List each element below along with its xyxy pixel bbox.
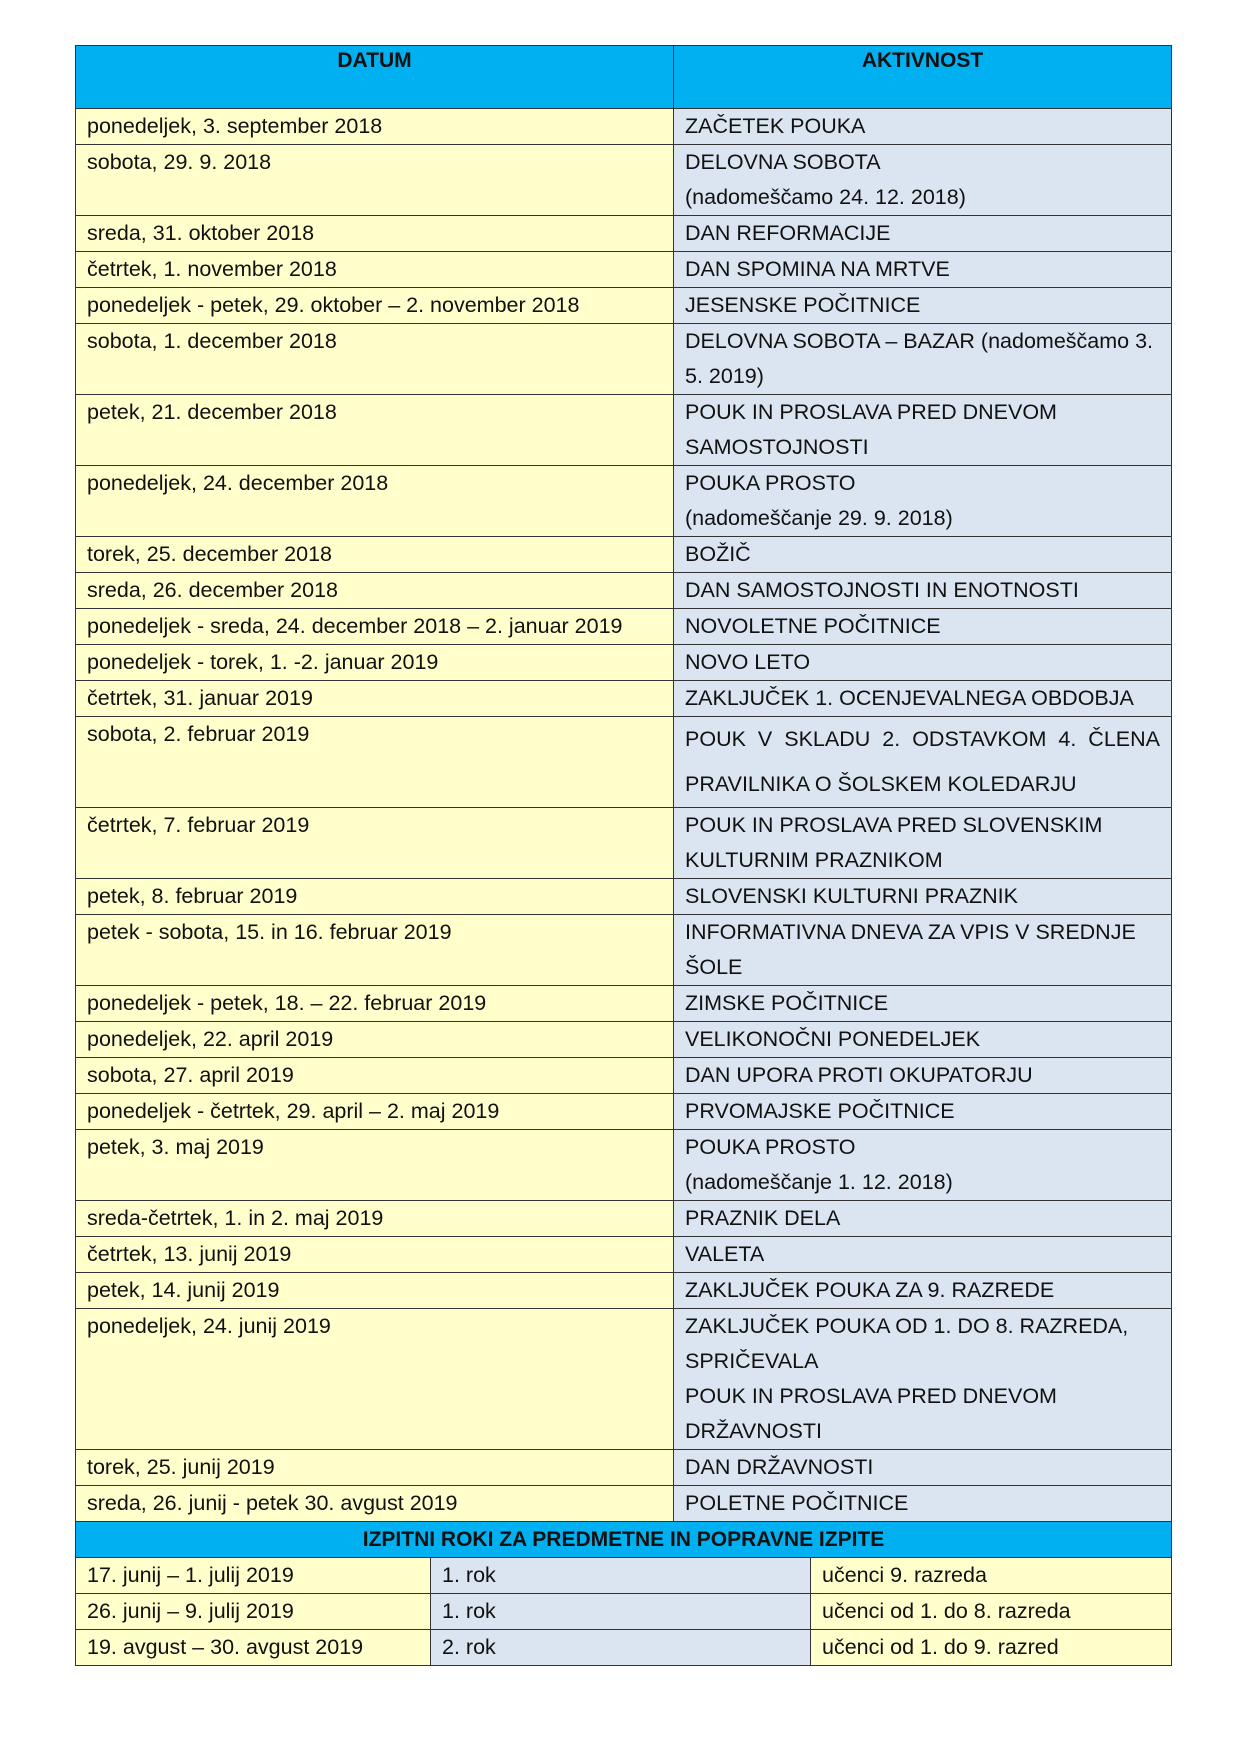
table-row: [76, 288, 1172, 324]
table-row: [76, 717, 1172, 808]
exam-term-cell: 1. rok: [431, 1557, 811, 1593]
activity-line: ZAKLJUČEK POUKA ZA 9. RAZREDE: [685, 1278, 1055, 1302]
exam-term-cell: 2. rok: [431, 1629, 811, 1665]
activity-cell: [674, 1130, 1172, 1201]
date-cell: petek - sobota, 15. in 16. februar 2019: [76, 915, 674, 986]
table-row: [76, 1201, 1172, 1237]
exam-row: [76, 1557, 1172, 1593]
activity-cell: [674, 216, 1172, 252]
activity-line: JESENSKE POČITNICE: [685, 293, 921, 317]
activity-line: POUK V SKLADU 2. ODSTAVKOM 4. ČLENA: [685, 727, 1160, 751]
activity-line: ZAKLJUČEK 1. OCENJEVALNEGA OBDOBJA: [685, 686, 1134, 710]
table-row: [76, 1094, 1172, 1130]
activity-line: DAN REFORMACIJE: [685, 221, 891, 245]
table-row: [76, 1450, 1172, 1486]
activity-line: POUK IN PROSLAVA PRED DNEVOM SAMOSTOJNOSTI: [685, 400, 1057, 459]
activity-cell: [674, 466, 1172, 537]
table-row: [76, 109, 1172, 145]
exam-body: [76, 1557, 1172, 1665]
activity-line: DAN SPOMINA NA MRTVE: [685, 257, 950, 281]
date-cell: petek, 3. maj 2019: [76, 1130, 674, 1201]
exam-students-cell: učenci 9. razreda: [811, 1557, 1172, 1593]
calendar-table: [75, 45, 1172, 1522]
activity-cell: [674, 1237, 1172, 1273]
activity-cell: [674, 1094, 1172, 1130]
activity-cell: [674, 1273, 1172, 1309]
exam-students-cell: učenci od 1. do 9. razred: [811, 1629, 1172, 1665]
activity-cell: [674, 986, 1172, 1022]
activity-cell: [674, 681, 1172, 717]
date-cell: petek, 8. februar 2019: [76, 879, 674, 915]
activity-cell: [674, 1486, 1172, 1522]
activity-cell: [674, 109, 1172, 145]
activity-line: (nadomeščanje 1. 12. 2018): [685, 1170, 953, 1194]
activity-cell: [674, 288, 1172, 324]
activity-line: PRVOMAJSKE POČITNICE: [685, 1099, 955, 1123]
activity-line: PRAZNIK DELA: [685, 1206, 841, 1230]
table-row: [76, 879, 1172, 915]
table-row: [76, 466, 1172, 537]
activity-line: VALETA: [685, 1242, 765, 1266]
activity-cell: [674, 324, 1172, 395]
exam-term-cell: 1. rok: [431, 1593, 811, 1629]
table-row: [76, 1309, 1172, 1450]
activity-line: (nadomeščanje 29. 9. 2018): [685, 506, 953, 530]
table-row: [76, 1486, 1172, 1522]
exam-section-title: IZPITNI ROKI ZA PREDMETNE IN POPRAVNE IZPITE: [76, 1521, 1172, 1557]
activity-line: NOVOLETNE POČITNICE: [685, 614, 941, 638]
activity-cell: [674, 1309, 1172, 1450]
date-cell: četrtek, 13. junij 2019: [76, 1237, 674, 1273]
date-cell: sobota, 2. februar 2019: [76, 717, 674, 808]
activity-cell: [674, 808, 1172, 879]
exam-date-cell: 17. junij – 1. julij 2019: [76, 1557, 431, 1593]
date-cell: sreda, 26. december 2018: [76, 573, 674, 609]
exam-row: [76, 1593, 1172, 1629]
activity-line: INFORMATIVNA DNEVA ZA VPIS V SREDNJE ŠOLE: [685, 920, 1136, 979]
date-cell: ponedeljek - sreda, 24. december 2018 – 2. januar 2019: [76, 609, 674, 645]
exam-date-cell: 26. junij – 9. julij 2019: [76, 1593, 431, 1629]
table-row: [76, 573, 1172, 609]
activity-line: POUKA PROSTO: [685, 1135, 856, 1159]
activity-cell: [674, 252, 1172, 288]
calendar-body: [76, 109, 1172, 1522]
activity-line: VELIKONOČNI PONEDELJEK: [685, 1027, 981, 1051]
table-row: [76, 324, 1172, 395]
table-row: [76, 1022, 1172, 1058]
activity-line: BOŽIČ: [685, 542, 751, 566]
activity-line: ZIMSKE POČITNICE: [685, 991, 889, 1015]
table-row: [76, 1058, 1172, 1094]
activity-line: DAN UPORA PROTI OKUPATORJU: [685, 1063, 1033, 1087]
activity-line: DAN DRŽAVNOSTI: [685, 1455, 874, 1479]
activity-line: PRAVILNIKA O ŠOLSKEM KOLEDARJU: [685, 772, 1077, 796]
date-cell: ponedeljek, 24. december 2018: [76, 466, 674, 537]
exam-header-row: [76, 1521, 1172, 1557]
activity-cell: [674, 1058, 1172, 1094]
activity-cell: [674, 609, 1172, 645]
activity-line: NOVO LETO: [685, 650, 811, 674]
activity-cell: [674, 537, 1172, 573]
date-cell: sreda, 26. junij - petek 30. avgust 2019: [76, 1486, 674, 1522]
table-row: [76, 216, 1172, 252]
school-calendar-document: [75, 45, 1171, 1666]
table-row: [76, 645, 1172, 681]
date-cell: ponedeljek, 3. september 2018: [76, 109, 674, 145]
table-row: [76, 395, 1172, 466]
table-row: [76, 1237, 1172, 1273]
exam-row: [76, 1629, 1172, 1665]
date-cell: četrtek, 1. november 2018: [76, 252, 674, 288]
table-row: [76, 986, 1172, 1022]
activity-line: SLOVENSKI KULTURNI PRAZNIK: [685, 884, 1018, 908]
activity-line: POUK IN PROSLAVA PRED SLOVENSKIM KULTURNIM PRAZNIKOM: [685, 813, 1103, 872]
activity-line: DELOVNA SOBOTA – BAZAR (nadomeščamo 3. 5. 2019): [685, 329, 1154, 388]
activity-line: POUK IN PROSLAVA PRED DNEVOM DRŽAVNOSTI: [685, 1384, 1057, 1443]
table-header-row: [76, 46, 1172, 109]
activity-cell: [674, 1450, 1172, 1486]
date-cell: ponedeljek - petek, 29. oktober – 2. november 2018: [76, 288, 674, 324]
activity-line: POUKA PROSTO: [685, 471, 856, 495]
activity-line: DELOVNA SOBOTA: [685, 150, 881, 174]
exam-date-cell: 19. avgust – 30. avgust 2019: [76, 1629, 431, 1665]
date-cell: petek, 14. junij 2019: [76, 1273, 674, 1309]
date-cell: sobota, 27. april 2019: [76, 1058, 674, 1094]
activity-cell: [674, 879, 1172, 915]
table-row: [76, 145, 1172, 216]
date-cell: ponedeljek - torek, 1. -2. januar 2019: [76, 645, 674, 681]
date-cell: sreda, 31. oktober 2018: [76, 216, 674, 252]
date-cell: ponedeljek - petek, 18. – 22. februar 2019: [76, 986, 674, 1022]
date-cell: ponedeljek - četrtek, 29. april – 2. maj 2019: [76, 1094, 674, 1130]
date-cell: sreda-četrtek, 1. in 2. maj 2019: [76, 1201, 674, 1237]
date-cell: torek, 25. december 2018: [76, 537, 674, 573]
table-row: [76, 915, 1172, 986]
date-cell: petek, 21. december 2018: [76, 395, 674, 466]
table-row: [76, 808, 1172, 879]
date-cell: sobota, 29. 9. 2018: [76, 145, 674, 216]
exam-table: [75, 1521, 1172, 1666]
activity-cell: [674, 573, 1172, 609]
activity-line: DAN SAMOSTOJNOSTI IN ENOTNOSTI: [685, 578, 1079, 602]
activity-cell: [674, 717, 1172, 808]
table-row: [76, 1130, 1172, 1201]
activity-cell: [674, 645, 1172, 681]
date-cell: ponedeljek, 22. april 2019: [76, 1022, 674, 1058]
table-row: [76, 609, 1172, 645]
header-datum: DATUM: [76, 46, 674, 109]
date-cell: sobota, 1. december 2018: [76, 324, 674, 395]
header-aktivnost: AKTIVNOST: [674, 46, 1172, 109]
activity-cell: [674, 915, 1172, 986]
activity-line: (nadomeščamo 24. 12. 2018): [685, 185, 966, 209]
table-row: [76, 681, 1172, 717]
activity-line: ZAČETEK POUKA: [685, 114, 866, 138]
date-cell: torek, 25. junij 2019: [76, 1450, 674, 1486]
table-row: [76, 1273, 1172, 1309]
table-row: [76, 537, 1172, 573]
exam-students-cell: učenci od 1. do 8. razreda: [811, 1593, 1172, 1629]
date-cell: ponedeljek, 24. junij 2019: [76, 1309, 674, 1450]
activity-line: ZAKLJUČEK POUKA OD 1. DO 8. RAZREDA, SPRIČEVALA: [685, 1314, 1129, 1373]
table-row: [76, 252, 1172, 288]
activity-cell: [674, 145, 1172, 216]
activity-cell: [674, 1022, 1172, 1058]
date-cell: četrtek, 7. februar 2019: [76, 808, 674, 879]
activity-line: POLETNE POČITNICE: [685, 1491, 909, 1515]
date-cell: četrtek, 31. januar 2019: [76, 681, 674, 717]
activity-cell: [674, 1201, 1172, 1237]
activity-cell: [674, 395, 1172, 466]
